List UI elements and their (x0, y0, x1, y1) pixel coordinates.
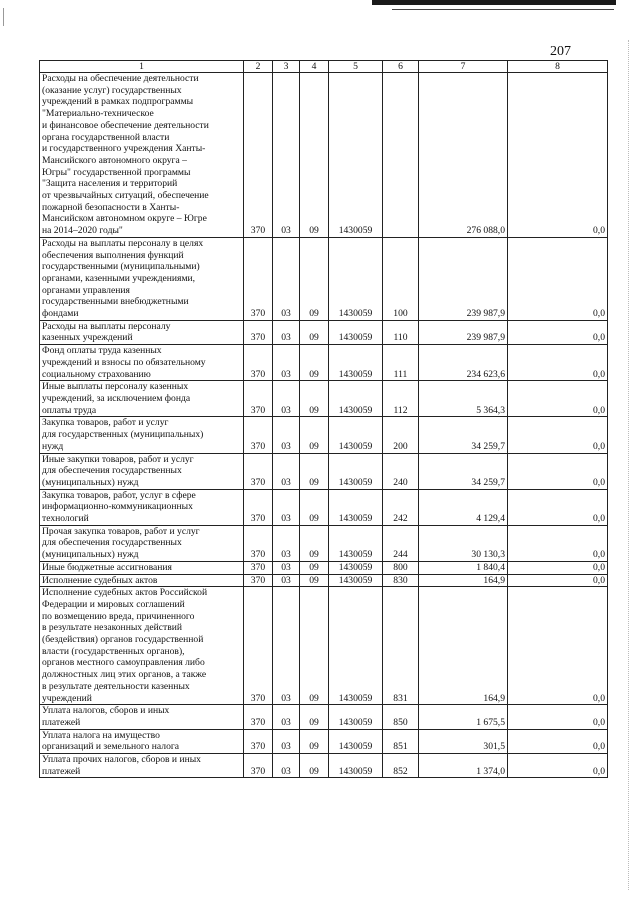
expense-name: Иные выплаты персоналу казенных учреждений, за исключением фонда оплаты труда (40, 381, 244, 417)
subsection-code: 09 (300, 574, 329, 587)
subvention-value: 0,0 (508, 561, 608, 574)
header-col-8: 8 (508, 61, 608, 73)
target-article-code: 1430059 (329, 574, 383, 587)
expense-type-code: 112 (383, 381, 419, 417)
expense-type-code: 851 (383, 729, 419, 753)
subvention-value: 0,0 (508, 417, 608, 453)
ministry-code: 370 (244, 729, 273, 753)
budget-table (39, 60, 608, 778)
amount-value: 164,9 (419, 574, 508, 587)
table-row (40, 574, 608, 587)
top-rule-thin (392, 9, 614, 10)
target-article-code: 1430059 (329, 754, 383, 778)
subsection-code: 09 (300, 381, 329, 417)
section-code: 03 (273, 525, 300, 561)
section-code: 03 (273, 561, 300, 574)
table-row (40, 381, 608, 417)
expense-type-code: 852 (383, 754, 419, 778)
ministry-code: 370 (244, 453, 273, 489)
table-body (40, 73, 608, 778)
section-code: 03 (273, 489, 300, 525)
subvention-value: 0,0 (508, 345, 608, 381)
subsection-code: 09 (300, 754, 329, 778)
expense-type-code: 200 (383, 417, 419, 453)
page-number: 207 (550, 44, 571, 59)
header-col-4: 4 (300, 61, 329, 73)
target-article-code: 1430059 (329, 705, 383, 729)
target-article-code: 1430059 (329, 561, 383, 574)
section-code: 03 (273, 587, 300, 705)
expense-type-code: 830 (383, 574, 419, 587)
amount-value: 1 840,4 (419, 561, 508, 574)
section-code: 03 (273, 345, 300, 381)
table-row (40, 754, 608, 778)
ministry-code: 370 (244, 381, 273, 417)
section-code: 03 (273, 705, 300, 729)
subvention-value: 0,0 (508, 754, 608, 778)
header-col-3: 3 (273, 61, 300, 73)
amount-value: 301,5 (419, 729, 508, 753)
section-code: 03 (273, 453, 300, 489)
target-article-code: 1430059 (329, 489, 383, 525)
amount-value: 164,9 (419, 587, 508, 705)
subsection-code: 09 (300, 320, 329, 344)
subvention-value: 0,0 (508, 381, 608, 417)
header-col-6: 6 (383, 61, 419, 73)
table-row (40, 729, 608, 753)
table-row (40, 561, 608, 574)
amount-value: 5 364,3 (419, 381, 508, 417)
target-article-code: 1430059 (329, 381, 383, 417)
subsection-code: 09 (300, 453, 329, 489)
section-code: 03 (273, 754, 300, 778)
expense-name: Уплата налога на имущество организаций и земельного налога (40, 729, 244, 753)
section-code: 03 (273, 320, 300, 344)
subsection-code: 09 (300, 587, 329, 705)
expense-name: Закупка товаров, работ, услуг в сфере информационно-коммуникационных технологий (40, 489, 244, 525)
expense-name: Закупка товаров, работ и услуг для государственных (муниципальных) нужд (40, 417, 244, 453)
ministry-code: 370 (244, 574, 273, 587)
left-edge-mark (3, 8, 4, 26)
subvention-value: 0,0 (508, 453, 608, 489)
subvention-value: 0,0 (508, 237, 608, 320)
ministry-code: 370 (244, 489, 273, 525)
subsection-code: 09 (300, 525, 329, 561)
subvention-value: 0,0 (508, 489, 608, 525)
target-article-code: 1430059 (329, 525, 383, 561)
ministry-code: 370 (244, 345, 273, 381)
table-row (40, 345, 608, 381)
ministry-code: 370 (244, 525, 273, 561)
expense-name: Расходы на обеспечение деятельности (оказание услуг) государственных учреждений в рамках подпрограммы "Материально-техническое и финансовое обеспечение деятельности органа государственной власти и государственного учреждения Ханты- Мансийского автономного округа – Югры" государственной программы "Защита населения и территорий от чрезвычайных ситуаций, обеспечение пожарной безопасности в Ханты- Мансийском автономном округе – Югре на 2014–2020 годы" (40, 73, 244, 238)
section-code: 03 (273, 73, 300, 238)
expense-type-code: 800 (383, 561, 419, 574)
expense-type-code: 100 (383, 237, 419, 320)
header-col-1: 1 (40, 61, 244, 73)
header-col-2: 2 (244, 61, 273, 73)
ministry-code: 370 (244, 320, 273, 344)
amount-value: 34 259,7 (419, 453, 508, 489)
target-article-code: 1430059 (329, 729, 383, 753)
ministry-code: 370 (244, 417, 273, 453)
subsection-code: 09 (300, 729, 329, 753)
section-code: 03 (273, 381, 300, 417)
section-code: 03 (273, 574, 300, 587)
amount-value: 1 374,0 (419, 754, 508, 778)
amount-value: 30 130,3 (419, 525, 508, 561)
header-col-7: 7 (419, 61, 508, 73)
section-code: 03 (273, 237, 300, 320)
ministry-code: 370 (244, 587, 273, 705)
target-article-code: 1430059 (329, 73, 383, 238)
expense-type-code: 110 (383, 320, 419, 344)
table-row (40, 73, 608, 238)
expense-type-code: 244 (383, 525, 419, 561)
expense-name: Исполнение судебных актов (40, 574, 244, 587)
table-row (40, 417, 608, 453)
expense-type-code: 242 (383, 489, 419, 525)
amount-value: 234 623,6 (419, 345, 508, 381)
expense-name: Иные бюджетные ассигнования (40, 561, 244, 574)
subsection-code: 09 (300, 489, 329, 525)
table-row (40, 489, 608, 525)
section-code: 03 (273, 417, 300, 453)
subvention-value: 0,0 (508, 73, 608, 238)
subsection-code: 09 (300, 417, 329, 453)
expense-name: Расходы на выплаты персоналу в целях обеспечения выполнения функций государственными (муниципальными) органами, казенными учреждениями, органами управления государственными внебюджетными фондами (40, 237, 244, 320)
target-article-code: 1430059 (329, 587, 383, 705)
header-col-5: 5 (329, 61, 383, 73)
table-row (40, 525, 608, 561)
target-article-code: 1430059 (329, 320, 383, 344)
amount-value: 239 987,9 (419, 237, 508, 320)
expense-type-code (383, 73, 419, 238)
expense-type-code: 850 (383, 705, 419, 729)
top-rule (372, 0, 616, 5)
expense-type-code: 111 (383, 345, 419, 381)
subsection-code: 09 (300, 73, 329, 238)
table-row (40, 320, 608, 344)
subvention-value: 0,0 (508, 705, 608, 729)
expense-type-code: 240 (383, 453, 419, 489)
ministry-code: 370 (244, 754, 273, 778)
expense-name: Уплата налогов, сборов и иных платежей (40, 705, 244, 729)
amount-value: 4 129,4 (419, 489, 508, 525)
subvention-value: 0,0 (508, 574, 608, 587)
target-article-code: 1430059 (329, 237, 383, 320)
subsection-code: 09 (300, 705, 329, 729)
subvention-value: 0,0 (508, 729, 608, 753)
ministry-code: 370 (244, 561, 273, 574)
ministry-code: 370 (244, 237, 273, 320)
subvention-value: 0,0 (508, 525, 608, 561)
right-edge-dots (628, 40, 629, 890)
target-article-code: 1430059 (329, 453, 383, 489)
amount-value: 34 259,7 (419, 417, 508, 453)
amount-value: 276 088,0 (419, 73, 508, 238)
table-row (40, 705, 608, 729)
amount-value: 1 675,5 (419, 705, 508, 729)
expense-name: Прочая закупка товаров, работ и услуг для обеспечения государственных (муниципальных) нужд (40, 525, 244, 561)
target-article-code: 1430059 (329, 417, 383, 453)
table-row (40, 587, 608, 705)
expense-name: Исполнение судебных актов Российской Федерации и мировых соглашений по возмещению вреда, причиненного в результате незаконных действий (бездействия) органов государственной власти (государственных органов), органов местного самоуправления либо должностных лиц этих органов, а также в результате деятельности казенных учреждений (40, 587, 244, 705)
table-row (40, 453, 608, 489)
expense-type-code: 831 (383, 587, 419, 705)
subvention-value: 0,0 (508, 587, 608, 705)
expense-name: Иные закупки товаров, работ и услуг для обеспечения государственных (муниципальных) нужд (40, 453, 244, 489)
ministry-code: 370 (244, 73, 273, 238)
subsection-code: 09 (300, 237, 329, 320)
target-article-code: 1430059 (329, 345, 383, 381)
subvention-value: 0,0 (508, 320, 608, 344)
table-row (40, 237, 608, 320)
expense-name: Фонд оплаты труда казенных учреждений и взносы по обязательному социальному страхованию (40, 345, 244, 381)
section-code: 03 (273, 729, 300, 753)
subsection-code: 09 (300, 561, 329, 574)
amount-value: 239 987,9 (419, 320, 508, 344)
subsection-code: 09 (300, 345, 329, 381)
expense-name: Уплата прочих налогов, сборов и иных платежей (40, 754, 244, 778)
expense-name: Расходы на выплаты персоналу казенных учреждений (40, 320, 244, 344)
header-row (40, 61, 608, 73)
ministry-code: 370 (244, 705, 273, 729)
